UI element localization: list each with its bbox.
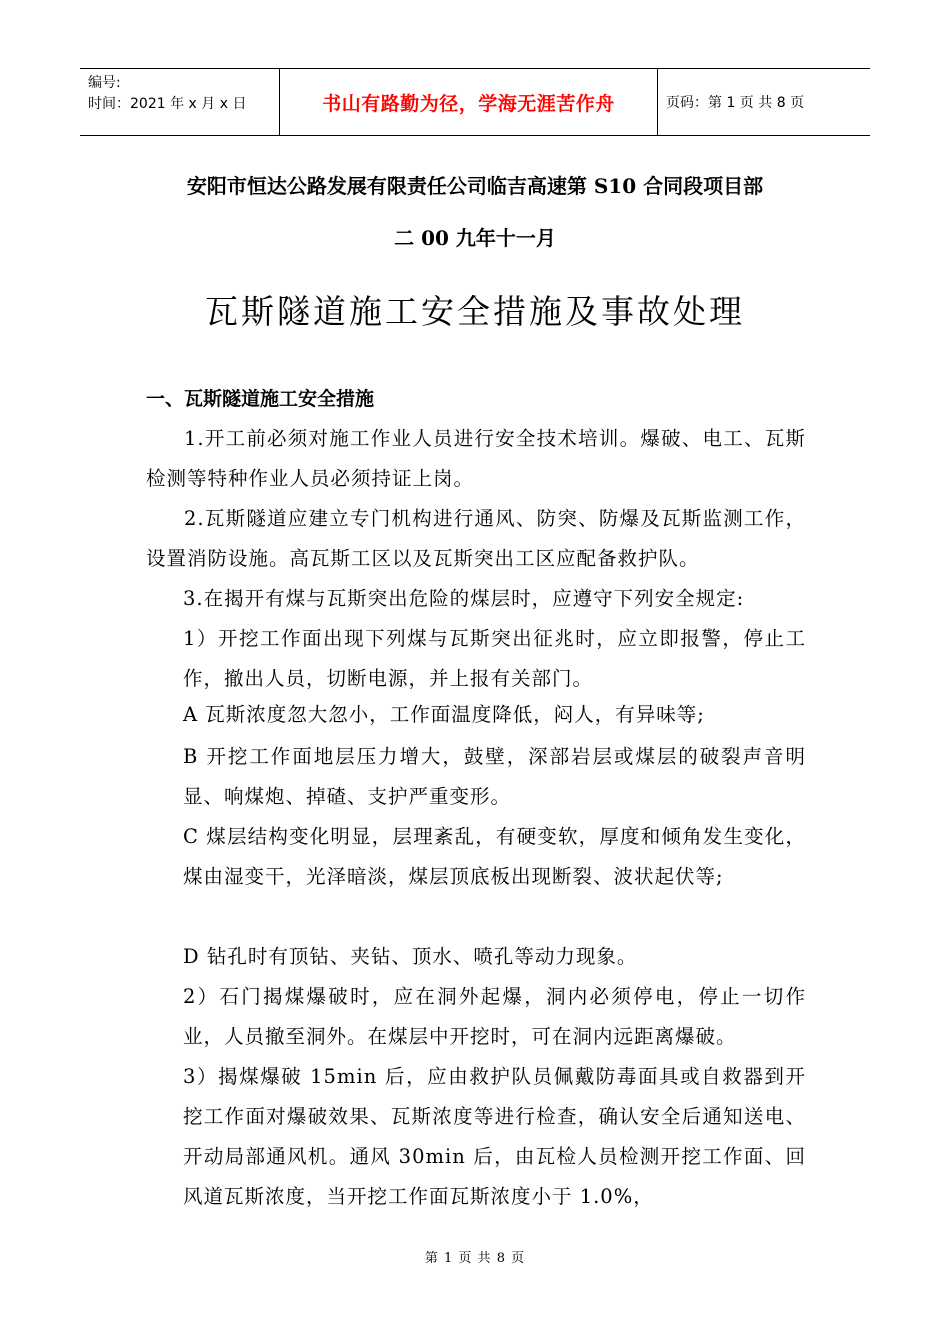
document-title: 瓦斯隧道施工安全措施及事故处理 (205, 292, 745, 331)
section-heading: 一、瓦斯隧道施工安全措施 (146, 388, 375, 410)
paragraph: D 钻孔时有顶钻、夹钻、顶水、喷孔等动力现象。 (183, 945, 638, 968)
date-label: 时间：2021 年 x 月 x 日 (88, 96, 247, 112)
paragraph: 2.瓦斯隧道应建立专门机构进行通风、防突、防爆及瓦斯监测工作，设置消防设施。高瓦斯工区以及瓦斯突出工区应配备救护队。 (146, 507, 806, 570)
page-footer: 第 1 页 共 8 页 (424, 1251, 526, 1266)
paragraph: C 煤层结构变化明显，层理紊乱，有硬变软，厚度和倾角发生变化，煤由湿变干，光泽暗淡，煤层顶底板出现断裂、波状起伏等; (183, 825, 806, 888)
document-header (80, 68, 870, 136)
paragraph: 1.开工前必须对施工作业人员进行安全技术培训。爆破、电工、瓦斯检测等特种作业人员必须持证上岗。 (146, 427, 806, 490)
document-date: 二 00 九年十一月 (394, 226, 556, 250)
header-page-info: 页码：第 1 页 共 8 页 (666, 95, 805, 111)
paragraph: 3.在揭开有煤与瓦斯突出危险的煤层时，应遵守下列安全规定: (183, 587, 745, 610)
serial-number-label: 编号: (88, 75, 121, 91)
organization-name: 安阳市恒达公路发展有限责任公司临吉高速第 S10 合同段项目部 (186, 174, 764, 198)
paragraph: 1）开挖工作面出现下列煤与瓦斯突出征兆时，应立即报警，停止工作，撤出人员，切断电源，并上报有关部门。 (183, 627, 806, 690)
paragraph: A 瓦斯浓度忽大忽小，工作面温度降低，闷人，有异味等; (183, 703, 705, 726)
header-meta (80, 69, 280, 135)
header-motto: 书山有路勤为径，学海无涯苦作舟 (280, 69, 658, 135)
paragraph: B 开挖工作面地层压力增大，鼓壁，深部岩层或煤层的破裂声音明显、响煤炮、掉碴、支护严重变形。 (183, 745, 806, 808)
paragraph: 3）揭煤爆破 15min 后，应由救护队员佩戴防毒面具或自救器到开挖工作面对爆破效果、瓦斯浓度等进行检查，确认安全后通知送电、开动局部通风机。通风 30min 后，由瓦检人员检测开挖工作面、回风道瓦斯浓度，当开挖工作面瓦斯浓度小于 1.0%， (183, 1065, 806, 1208)
paragraph: 2）石门揭煤爆破时，应在洞外起爆，洞内必须停电，停止一切作业，人员撤至洞外。在煤层中开挖时，可在洞内远距离爆破。 (183, 985, 806, 1048)
